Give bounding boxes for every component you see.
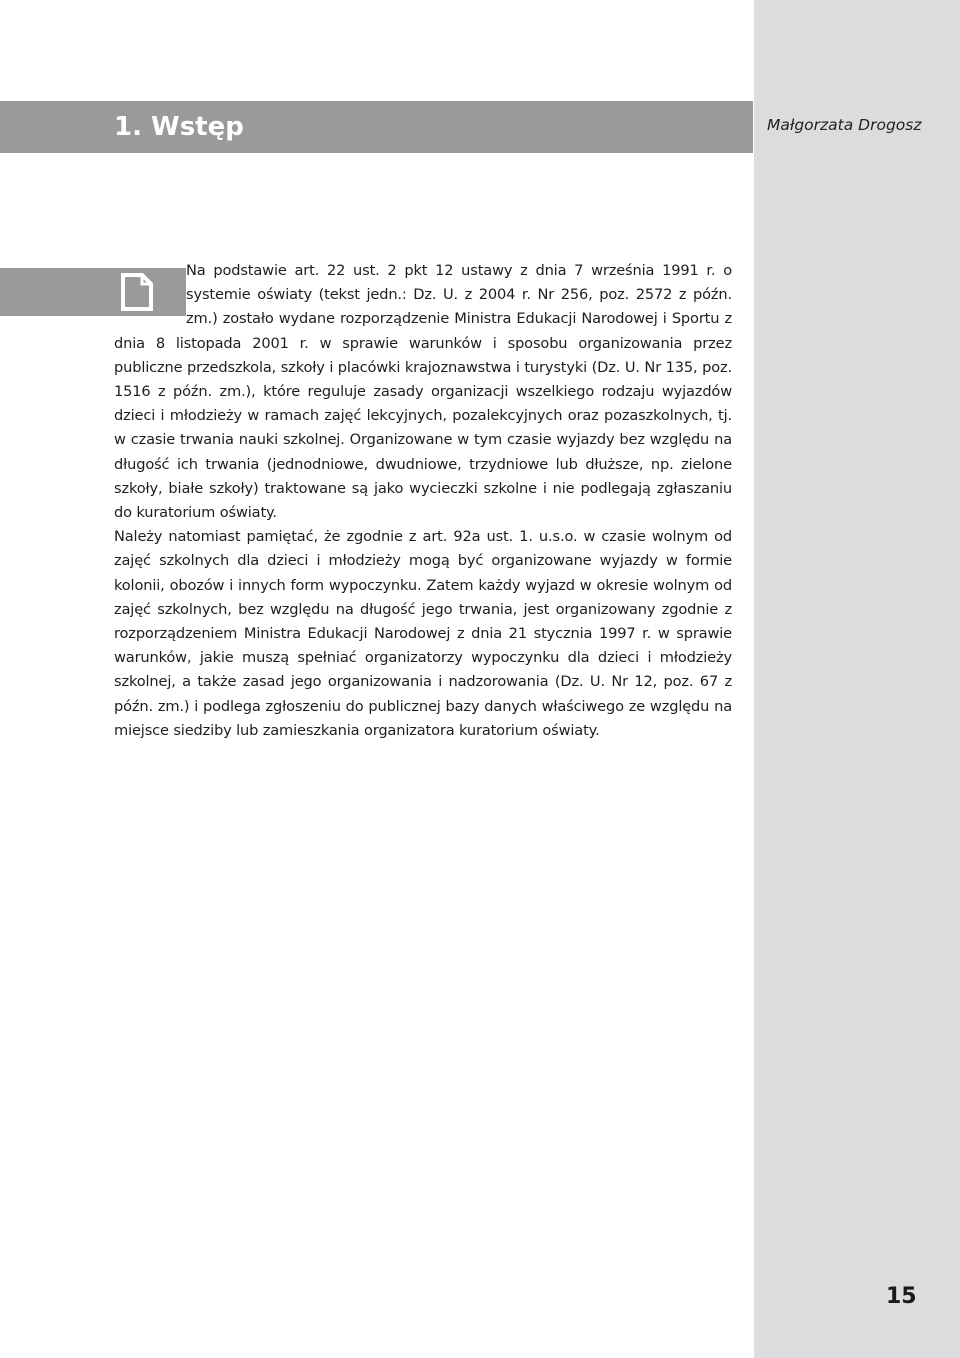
author-name: Małgorzata Drogosz [767,116,922,134]
paragraph-1: Na podstawie art. 22 ust. 2 pkt 12 ustawy z dnia 7 września 1991 r. o systemie oświaty (tekst jedn.: Dz. U. z 2004 r. Nr 256, poz. 2572 z późn. zm.) zostało wydane rozporządzenie Ministra Edukacji Narodowej i Sportu z dnia 8 listopada 2001 r. w sprawie warunków i sposobu organizowania przez publiczne przedszkola, szkoły i placówki krajoznawstwa i turystyki (Dz. U. Nr 135, poz. 1516 z późn. zm.), które reguluje zasady organizacji wszelkiego rodzaju wyjazdów dzieci i młodzieży w ramach zajęć lekcyjnych, pozalekcyjnych oraz pozaszkolnych, tj. w czasie trwania nauki szkolnej. Organizowane w tym czasie wyjazdy bez względu na długość ich trwania (jednodniowe, dwudniowe, trzydniowe lub dłuższe, np. zielone szkoły, białe szkoły) traktowane są jako wycieczki szkolne i nie podlegają zgłaszaniu do kuratorium oświaty. [114,262,732,522]
page-number: 15 [886,1284,917,1309]
side-column [754,0,960,1358]
chapter-title: 1. Wstęp [114,112,244,142]
header-bar [0,101,753,153]
body-text [114,259,732,743]
paragraph-2: Należy natomiast pamiętać, że zgodnie z art. 92a ust. 1. u.s.o. w czasie wolnym od zajęć szkolnych dla dzieci i młodzieży mogą być organizowane wyjazdy w formie kolonii, obozów i innych form wypoczynku. Zatem każdy wyjazd w okresie wolnym od zajęć szkolnych, bez względu na długość jego trwania, jest organizowany zgodnie z rozporządzeniem Ministra Edukacji Narodowej z dnia 21 stycznia 1997 r. w sprawie warunków, jakie muszą spełniać organizatorzy wypoczynku dla dzieci i młodzieży szkolnej, a także zasad jego organizowania i nadzorowania (Dz. U. Nr 12, poz. 67 z późn. zm.) i podlega zgłoszeniu do publicznej bazy danych właściwego ze względu na miejsce siedziby lub zamieszkania organizatora kuratorium oświaty. [114,528,732,739]
